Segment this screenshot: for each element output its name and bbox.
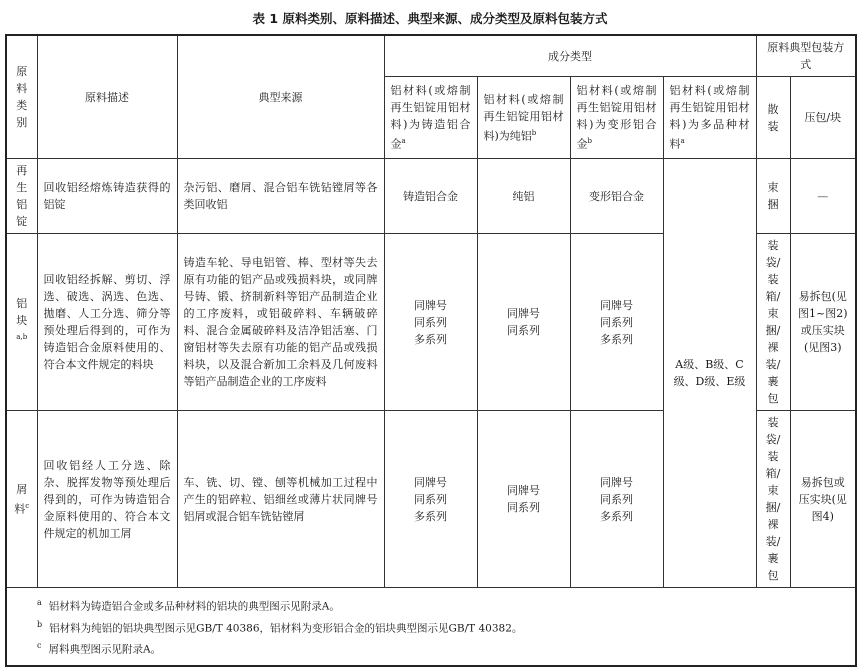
row-comp-pure: 纯铝 bbox=[477, 159, 570, 234]
row-category: 再生铝锭 bbox=[6, 159, 37, 234]
row-category: 铝块$^{a,b}$ bbox=[6, 234, 37, 411]
row-description: 回收铝经熔炼铸造获得的铝锭 bbox=[37, 159, 177, 234]
note-c: $^c$ 屑料典型图示见附录A。 bbox=[37, 641, 162, 656]
header-comp-cast: 铝材料(或熔制再生铝锭用铝材料)为铸造铝合金$^a$ bbox=[384, 77, 477, 159]
row-comp-cast: 同牌号 同系列 多系列 bbox=[384, 234, 477, 411]
header-pack-pressed: 压包/块 bbox=[790, 77, 856, 159]
note-a: $^a$ 铝材料为铸造铝合金或多品种材料的铝块的典型图示见附录A。 bbox=[37, 598, 340, 613]
header-packaging: 原料典型包装方式 bbox=[756, 35, 856, 77]
multi-grade-cell: A级、B级、C级、D级、E级 bbox=[663, 159, 756, 588]
table-notes bbox=[6, 588, 856, 666]
row-pack-bulk: 装袋/装箱/束捆/裸装/裹包 bbox=[756, 234, 790, 411]
row-comp-pure: 同牌号 同系列 bbox=[477, 411, 570, 588]
header-category: 原料类别 bbox=[6, 35, 37, 159]
header-pack-bulk: 散装 bbox=[756, 77, 790, 159]
row-comp-wrought: 同牌号 同系列 多系列 bbox=[570, 234, 663, 411]
row-description: 回收铝经人工分选、除杂、脱挥发物等预处理后得到的，可作为铸造铝合金原料使用的、符合本文件规定的机加工屑 bbox=[37, 411, 177, 588]
header-comp-pure: 铝材料(或熔制再生铝锭用铝材料)为纯铝$^b$ bbox=[477, 77, 570, 159]
table-title: 表 1 原料类别、原料描述、典型来源、成分类型及原料包装方式 bbox=[252, 11, 608, 26]
header-source: 典型来源 bbox=[177, 35, 384, 159]
header-comp-wrought: 铝材料(或熔制再生铝锭用铝材料)为变形铝合金$^b$ bbox=[570, 77, 663, 159]
row-source: 车、铣、切、镗、刨等机械加工过程中产生的铝碎粒、铝细丝或薄片状同牌号铝屑或混合铝车铣钻镗屑 bbox=[177, 411, 384, 588]
row-category: 屑料$^c$ bbox=[6, 411, 37, 588]
row-comp-wrought: 变形铝合金 bbox=[570, 159, 663, 234]
table-row bbox=[6, 159, 856, 234]
row-pack-pressed: 易拆包(见图1~图2)或压实块(见图3) bbox=[790, 234, 856, 411]
raw-material-table bbox=[5, 34, 857, 667]
notes-row bbox=[6, 588, 856, 666]
header-description: 原料描述 bbox=[37, 35, 177, 159]
row-pack-bulk: 束捆 bbox=[756, 159, 790, 234]
row-description: 回收铝经拆解、剪切、浮选、破选、涡选、色选、拋磨、人工分选、筛分等预处理后得到的，可作为铸造铝合金原料使用的、符合本文件规定的料块 bbox=[37, 234, 177, 411]
note-b: $^b$ 铝材料为纯铝的铝块典型图示见GB/T 40386，铝材料为变形铝合金的铝块典型图示见GB/T 40382。 bbox=[37, 619, 523, 634]
row-pack-pressed: 易拆包或压实块(见图4) bbox=[790, 411, 856, 588]
row-comp-cast: 铸造铝合金 bbox=[384, 159, 477, 234]
row-source: 杂污铝、磨屑、混合铝车铣钻镗屑等各类回收铝 bbox=[177, 159, 384, 234]
row-comp-cast: 同牌号 同系列 多系列 bbox=[384, 411, 477, 588]
row-comp-pure: 同牌号 同系列 bbox=[477, 234, 570, 411]
header-comp-multi: 铝材料(或熔制再生铝锭用铝材料)为多品种材料$^a$ bbox=[663, 77, 756, 159]
row-pack-pressed: — bbox=[790, 159, 856, 234]
row-comp-wrought: 同牌号 同系列 多系列 bbox=[570, 411, 663, 588]
row-source: 铸造车轮、导电铝管、棒、型材等失去原有功能的铝产品或残损料块，或同牌号铸、锻、挤制新料等铝产品制造企业的工序废料，或铝破碎料、车辆破碎料、混合金属破碎料及洁净铝活塞、门窗铝材等失去原有功能的铝产品或残损料块，以及混合新加工余料及几何废料等铝产品制造企业的工序废料 bbox=[177, 234, 384, 411]
row-pack-bulk: 装袋/装箱/束捆/裸装/裹包 bbox=[756, 411, 790, 588]
header-composition: 成分类型 bbox=[384, 35, 756, 77]
